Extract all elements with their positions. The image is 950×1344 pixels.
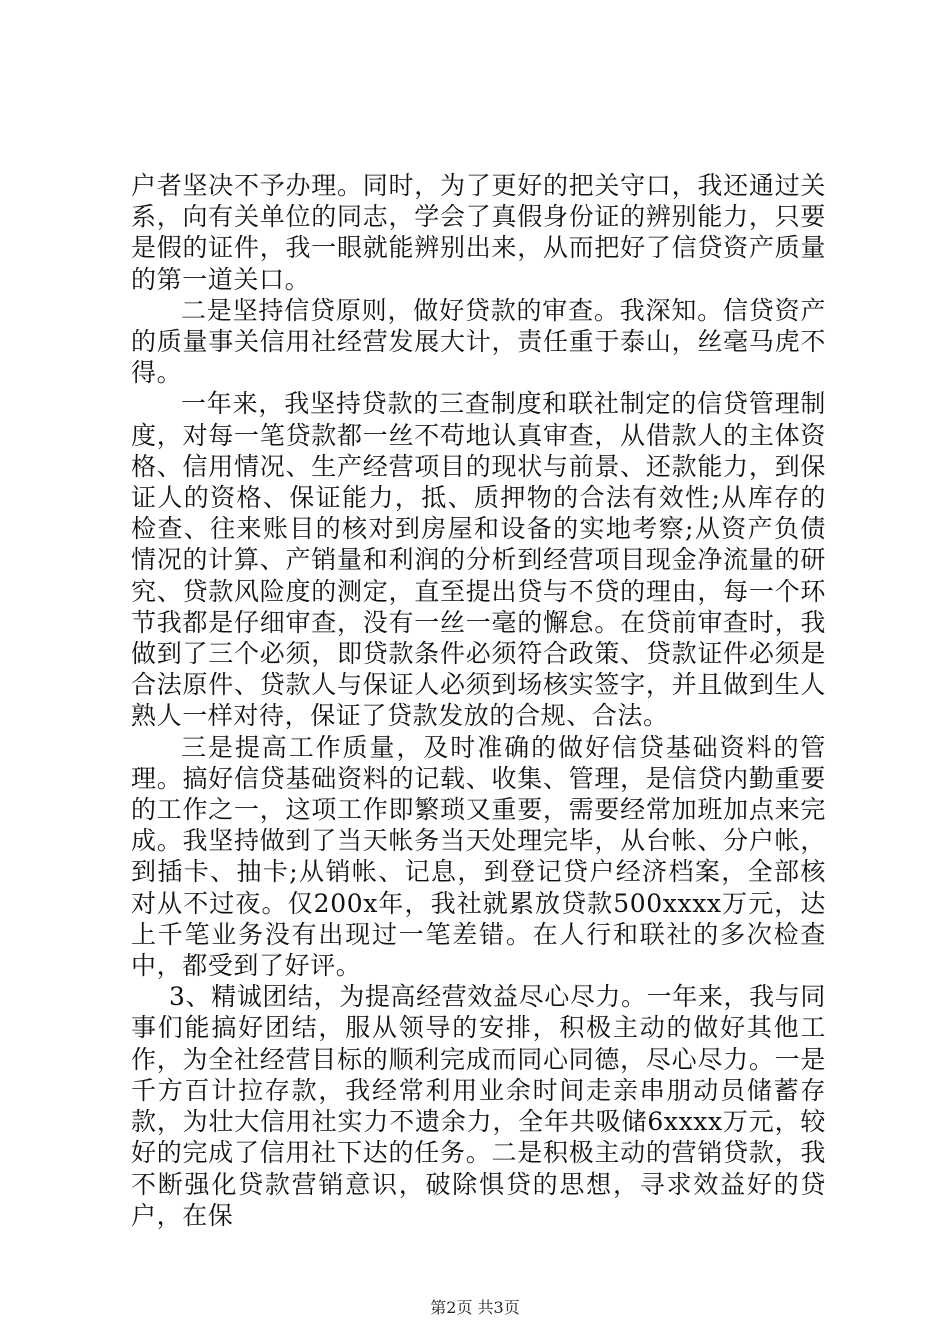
paragraph-continuation: 户者坚决不予办理。同时，为了更好的把关守口，我还通过关系，向有关单位的同志，学会了真假身份证的辨别能力，只要是假的证件，我一眼就能辨别出来，从而把好了信贷资产质量的第一道关口。 <box>131 171 826 294</box>
paragraph-credit-principle: 二是坚持信贷原则，做好贷款的审查。我深知。信贷资产的质量事关信用社经营发展大计，责任重于泰山，丝毫马虎不得。 <box>131 295 826 388</box>
paragraph-teamwork: 3、精诚团结，为提高经营效益尽心尽力。一年来，我与同事们能搞好团结，服从领导的安排，积极主动的做好其他工作，为全社经营目标的顺利完成而同心同德，尽心尽力。一是千方百计拉存款，我经常利用业余时间走亲串朋动员储蓄存款，为壮大信用社实力不遗余力，全年共吸储6xxxx万元，较好的完成了信用社下达的任务。二是积极主动的营销贷款，我不断强化贷款营销意识，破除惧贷的思想，寻求效益好的贷户，在保 <box>131 982 826 1230</box>
paragraph-work-quality: 三是提高工作质量，及时准确的做好信贷基础资料的管理。搞好信贷基础资料的记载、收集、管理，是信贷内勤重要的工作之一，这项工作即繁琐又重要，需要经常加班加点来完成。我坚持做到了当天帐务当天处理完毕，从台帐、分户帐，到插卡、抽卡;从销帐、记息，到登记贷户经济档案，全部核对从不过夜。仅200x年，我社就累放贷款500xxxx万元，达上千笔业务没有出现过一笔差错。在人行和联社的多次检查中，都受到了好评。 <box>131 732 826 981</box>
page-footer: 第2页 共3页 <box>430 1298 520 1317</box>
paragraph-loan-review: 一年来，我坚持贷款的三查制度和联社制定的信贷管理制度，对每一笔贷款都一丝不苟地认真审查，从借款人的主体资格、信用情况、生产经营项目的现状与前景、还款能力，到保证人的资格、保证能力，抵、质押物的合法有效性;从库存的检查、往来账目的核对到房屋和设备的实地考察;从资产负债情况的计算、产销量和利润的分析到经营项目现金净流量的研究、贷款风险度的测定，直至提出贷与不贷的理由，每一个环节我都是仔细审查，没有一丝一毫的懈怠。在贷前审查时，我做到了三个必须，即贷款条件必须符合政策、贷款证件必须是合法原件、贷款人与保证人必须到场核实签字，并且做到生人熟人一样对待，保证了贷款发放的合规、合法。 <box>131 389 826 731</box>
document-body <box>131 170 826 1231</box>
